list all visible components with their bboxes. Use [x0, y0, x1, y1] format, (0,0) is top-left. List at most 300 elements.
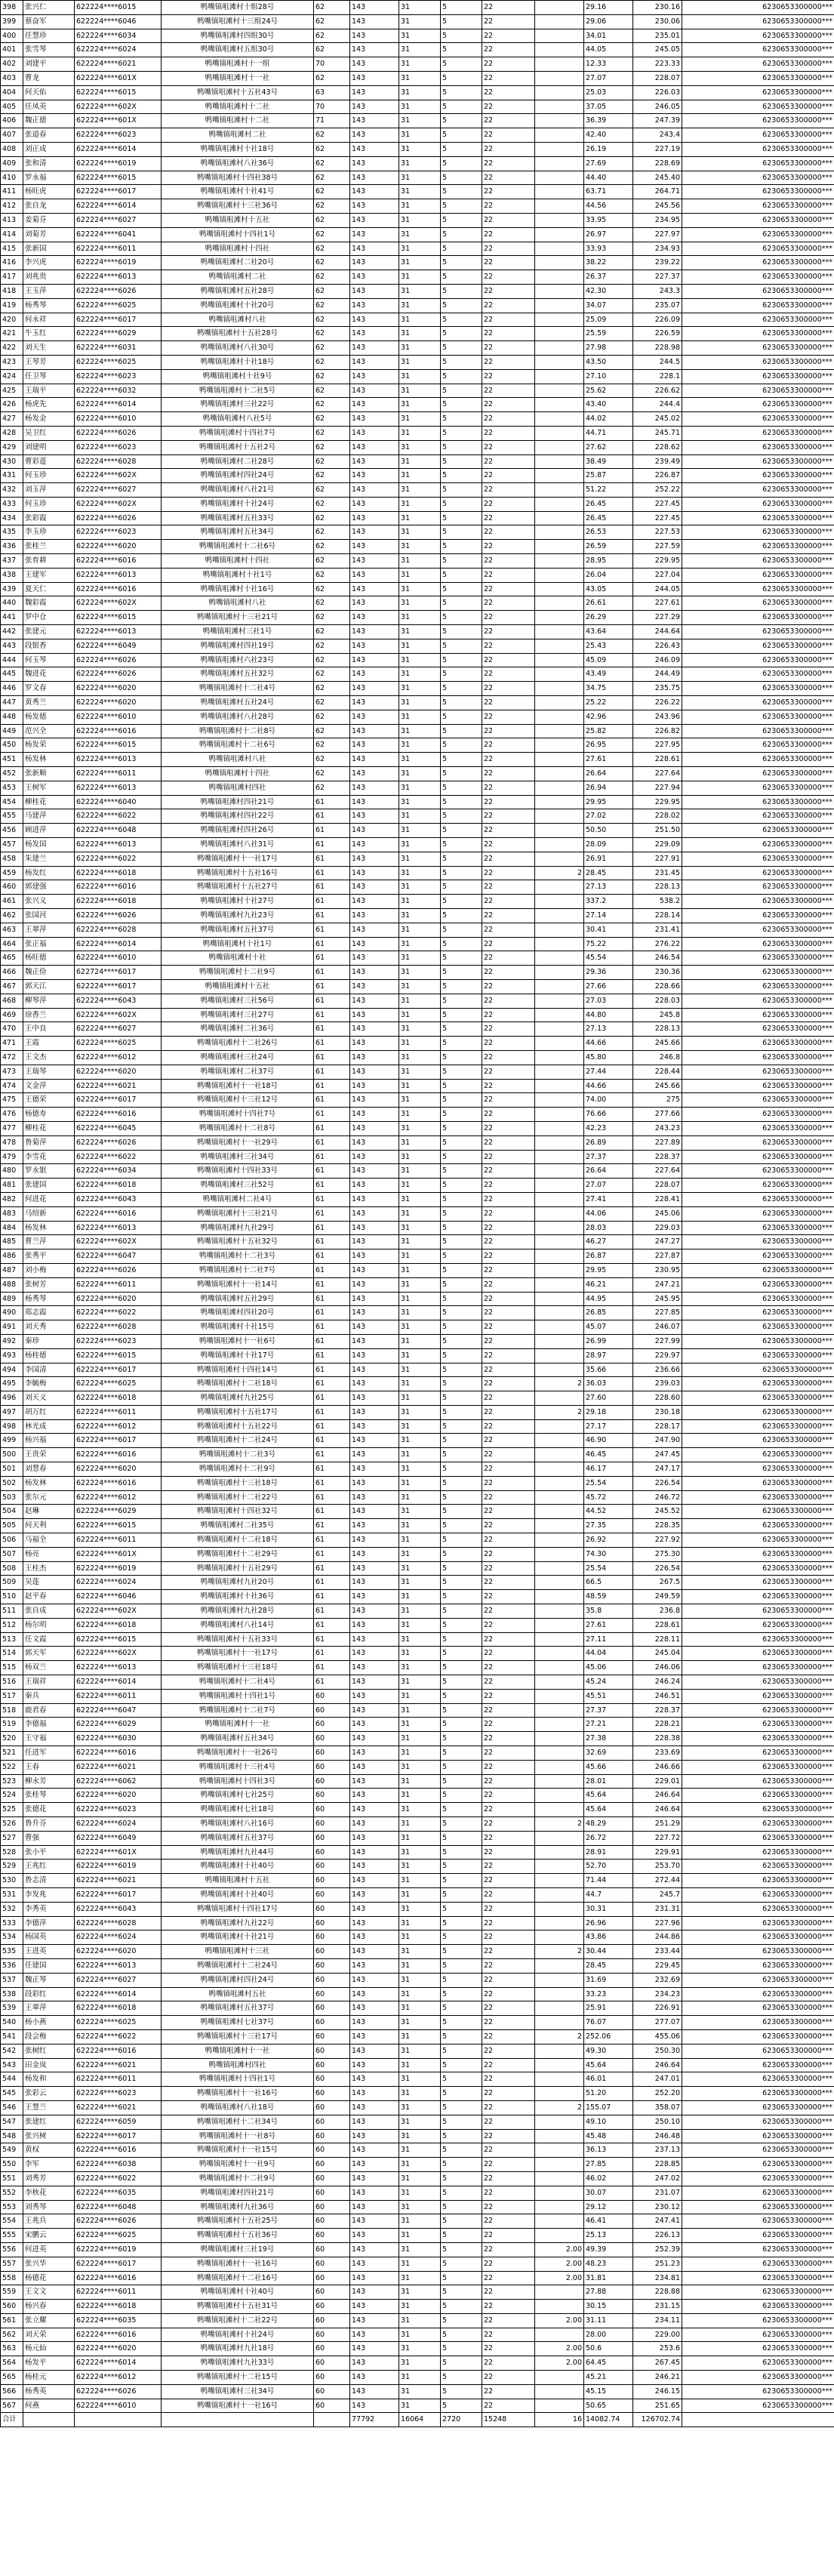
amount-a-cell: 143	[350, 1689, 399, 1703]
name-cell: 王中良	[23, 1022, 75, 1037]
table-row	[1, 1874, 834, 1888]
subsidy-cell: 45.15	[584, 2384, 633, 2399]
id-number-cell: 622224****6021	[75, 1874, 162, 1888]
subsidy-cell: 45.48	[584, 2129, 633, 2143]
total-amount-cell: 267.5	[633, 1576, 682, 1590]
id-number-cell: 622224****6018	[75, 1391, 162, 1406]
name-cell: 刘菊芳	[23, 227, 75, 242]
address-cell: 鸭嘴镇咀滩村五社37号	[162, 1831, 314, 1845]
name-cell: 鲁升芬	[23, 1817, 75, 1832]
age-cell: 60	[314, 2058, 350, 2072]
row-number-cell: 415	[1, 242, 23, 256]
account-number-cell: 6230653300000***	[682, 724, 834, 738]
amount-e-cell	[535, 142, 584, 156]
name-cell: 任卫琴	[23, 369, 75, 384]
age-cell: 60	[314, 2229, 350, 2243]
total-amount-cell: 230.18	[633, 1405, 682, 1419]
name-cell: 杨亮	[23, 1547, 75, 1561]
id-number-cell: 622224****6018	[75, 895, 162, 909]
amount-e-cell	[535, 1022, 584, 1037]
table-row	[1, 582, 834, 596]
row-number-cell: 519	[1, 1718, 23, 1732]
name-cell: 王瑞琴	[23, 1065, 75, 1079]
amount-b-cell: 31	[399, 667, 441, 682]
amount-b-cell: 31	[399, 753, 441, 767]
table-row	[1, 1803, 834, 1817]
subsidy-cell: 46.17	[584, 1462, 633, 1477]
name-cell: 李毓梅	[23, 1377, 75, 1391]
row-number-cell: 407	[1, 128, 23, 143]
total-amount-cell: 227.85	[633, 1306, 682, 1320]
amount-b-cell: 31	[399, 1490, 441, 1505]
age-cell: 61	[314, 1179, 350, 1193]
amount-e-cell	[535, 29, 584, 43]
name-cell: 吴卫红	[23, 426, 75, 440]
amount-b-cell: 31	[399, 795, 441, 809]
id-number-cell: 622224****6049	[75, 1831, 162, 1845]
address-cell: 鸭嘴镇咀滩村二社37号	[162, 1065, 314, 1079]
id-number-cell: 622224****6016	[75, 554, 162, 569]
account-number-cell: 6230653300000***	[682, 1632, 834, 1647]
amount-b-cell: 31	[399, 1448, 441, 1462]
total-amount-cell: 245.66	[633, 1079, 682, 1093]
table-row	[1, 554, 834, 569]
age-cell: 61	[314, 1079, 350, 1093]
total-amount-cell: 276.22	[633, 937, 682, 951]
table-row	[1, 2399, 834, 2413]
subsidy-cell: 44.02	[584, 412, 633, 427]
row-number-cell: 430	[1, 454, 23, 469]
address-cell: 鸭嘴镇咀滩村五社24号	[162, 696, 314, 710]
amount-e-cell: 16	[535, 2413, 584, 2427]
amount-c-cell: 5	[441, 2058, 482, 2072]
table-row	[1, 1860, 834, 1874]
amount-e-cell	[535, 1419, 584, 1434]
table-row	[1, 1419, 834, 1434]
id-number-cell: 622224****6019	[75, 1561, 162, 1576]
total-amount-cell: 231.07	[633, 2186, 682, 2200]
amount-a-cell: 143	[350, 242, 399, 256]
name-cell: 张彩云	[23, 2087, 75, 2101]
name-cell: 张树红	[23, 2044, 75, 2058]
table-row	[1, 781, 834, 795]
amount-a-cell: 143	[350, 1547, 399, 1561]
amount-d-cell: 22	[482, 1179, 535, 1193]
row-number-cell: 527	[1, 1831, 23, 1845]
amount-d-cell: 22	[482, 1774, 535, 1789]
amount-b-cell: 31	[399, 525, 441, 540]
total-amount-cell: 246.54	[633, 951, 682, 966]
table-row	[1, 454, 834, 469]
amount-b-cell: 31	[399, 1803, 441, 1817]
amount-c-cell: 5	[441, 1037, 482, 1051]
amount-a-cell: 143	[350, 2285, 399, 2300]
amount-d-cell: 22	[482, 1590, 535, 1604]
age-cell: 61	[314, 1675, 350, 1690]
amount-a-cell: 143	[350, 1746, 399, 1761]
amount-d-cell: 22	[482, 1689, 535, 1703]
amount-a-cell: 143	[350, 895, 399, 909]
id-number-cell: 622224****602X	[75, 1235, 162, 1249]
amount-d-cell: 22	[482, 1065, 535, 1079]
name-cell: 刘秀芳	[23, 2171, 75, 2186]
row-number-cell: 409	[1, 156, 23, 171]
row-number-cell: 545	[1, 2087, 23, 2101]
id-number-cell: 622224****6025	[75, 1037, 162, 1051]
amount-b-cell: 31	[399, 1462, 441, 1477]
amount-d-cell: 22	[482, 1377, 535, 1391]
amount-b-cell: 31	[399, 2129, 441, 2143]
amount-b-cell: 31	[399, 909, 441, 923]
id-number-cell: 622224****6010	[75, 951, 162, 966]
id-number-cell: 622224****6026	[75, 909, 162, 923]
amount-d-cell: 22	[482, 979, 535, 994]
total-amount-cell: 227.61	[633, 596, 682, 611]
amount-b-cell: 31	[399, 142, 441, 156]
row-number-cell: 469	[1, 1008, 23, 1022]
name-cell: 王树军	[23, 781, 75, 795]
amount-a-cell: 143	[350, 2399, 399, 2413]
table-row	[1, 2271, 834, 2285]
amount-e-cell	[535, 795, 584, 809]
amount-b-cell: 31	[399, 1405, 441, 1419]
amount-a-cell: 143	[350, 327, 399, 341]
age-cell: 60	[314, 1789, 350, 1803]
id-number-cell: 622224****602X	[75, 497, 162, 511]
address-cell: 鸭嘴镇咀滩村十二社8号	[162, 1121, 314, 1135]
id-number-cell: 622224****6015	[75, 611, 162, 625]
subsidy-cell: 38.22	[584, 256, 633, 270]
name-cell: 王玉萍	[23, 284, 75, 298]
name-cell: 王守福	[23, 1732, 75, 1746]
amount-a-cell: 143	[350, 1462, 399, 1477]
row-number-cell: 443	[1, 639, 23, 653]
age-cell	[314, 2413, 350, 2427]
row-number-cell: 499	[1, 1434, 23, 1448]
amount-b-cell: 31	[399, 1519, 441, 1533]
table-row	[1, 213, 834, 227]
row-number-cell: 439	[1, 582, 23, 596]
amount-b-cell: 31	[399, 1050, 441, 1065]
account-number-cell: 6230653300000***	[682, 1817, 834, 1832]
amount-d-cell: 22	[482, 1604, 535, 1619]
amount-e-cell	[535, 2328, 584, 2342]
amount-d-cell: 22	[482, 2044, 535, 2058]
subsidy-cell: 44.71	[584, 426, 633, 440]
age-cell: 60	[314, 2186, 350, 2200]
id-number-cell: 622224****6021	[75, 2058, 162, 2072]
total-amount-cell: 226.54	[633, 1476, 682, 1490]
address-cell: 鸭嘴镇咀滩村十二社24号	[162, 1958, 314, 1973]
id-number-cell: 622224****6013	[75, 1221, 162, 1235]
age-cell: 70	[314, 57, 350, 72]
subsidy-cell: 50.65	[584, 2399, 633, 2413]
address-cell: 鸭嘴镇咀滩村七社25号	[162, 1789, 314, 1803]
address-cell: 鸭嘴镇咀滩村四社	[162, 781, 314, 795]
name-cell: 罗中仓	[23, 611, 75, 625]
id-number-cell: 622224****6024	[75, 1817, 162, 1832]
amount-d-cell: 22	[482, 511, 535, 525]
amount-d-cell: 22	[482, 1, 535, 15]
amount-b-cell: 31	[399, 1150, 441, 1164]
table-row	[1, 2285, 834, 2300]
address-cell: 鸭嘴镇咀滩村八社	[162, 596, 314, 611]
address-cell: 鸭嘴镇咀滩村十二社24号	[162, 1434, 314, 1448]
name-cell: 张兴义	[23, 895, 75, 909]
account-number-cell: 6230653300000***	[682, 1618, 834, 1632]
age-cell: 62	[314, 43, 350, 57]
subsidy-cell: 252.06	[584, 2029, 633, 2044]
age-cell: 62	[314, 497, 350, 511]
subsidy-cell: 36.03	[584, 1377, 633, 1391]
amount-d-cell: 22	[482, 128, 535, 143]
age-cell: 61	[314, 951, 350, 966]
amount-c-cell: 5	[441, 384, 482, 398]
table-row	[1, 43, 834, 57]
amount-b-cell: 31	[399, 1037, 441, 1051]
row-number-cell: 413	[1, 213, 23, 227]
amount-e-cell	[535, 809, 584, 824]
amount-c-cell: 5	[441, 1348, 482, 1363]
total-amount-cell: 243.4	[633, 128, 682, 143]
subsidy-cell: 27.13	[584, 880, 633, 895]
subsidy-cell: 26.85	[584, 1306, 633, 1320]
name-cell: 杨德花	[23, 2271, 75, 2285]
total-amount-cell: 227.92	[633, 1533, 682, 1548]
amount-b-cell: 31	[399, 2171, 441, 2186]
amount-c-cell: 5	[441, 994, 482, 1008]
amount-e-cell	[535, 611, 584, 625]
id-number-cell: 622224****6016	[75, 880, 162, 895]
amount-a-cell: 143	[350, 29, 399, 43]
amount-c-cell: 5	[441, 866, 482, 880]
amount-d-cell: 15248	[482, 2413, 535, 2427]
name-cell: 张桂兰	[23, 540, 75, 554]
age-cell: 61	[314, 1647, 350, 1661]
amount-b-cell: 31	[399, 596, 441, 611]
table-row	[1, 426, 834, 440]
amount-c-cell: 5	[441, 100, 482, 114]
amount-c-cell: 5	[441, 1874, 482, 1888]
age-cell: 62	[314, 525, 350, 540]
amount-e-cell	[535, 1277, 584, 1292]
amount-e-cell	[535, 1703, 584, 1718]
total-amount-cell: 245.05	[633, 43, 682, 57]
amount-d-cell: 22	[482, 29, 535, 43]
amount-c-cell: 5	[441, 298, 482, 313]
id-number-cell: 622224****6011	[75, 1405, 162, 1419]
address-cell: 鸭嘴镇咀滩村十一社15号	[162, 2143, 314, 2158]
amount-a-cell: 143	[350, 185, 399, 199]
total-amount-cell: 246.24	[633, 1675, 682, 1690]
row-number-cell: 465	[1, 951, 23, 966]
age-cell: 62	[314, 511, 350, 525]
total-amount-cell: 227.87	[633, 1249, 682, 1264]
amount-a-cell: 143	[350, 1860, 399, 1874]
amount-d-cell: 22	[482, 923, 535, 937]
row-number-cell: 461	[1, 895, 23, 909]
subsidy-cell: 76.66	[584, 1108, 633, 1122]
amount-b-cell: 31	[399, 1065, 441, 1079]
age-cell: 60	[314, 1746, 350, 1761]
table-row	[1, 1618, 834, 1632]
amount-b-cell: 31	[399, 1206, 441, 1221]
id-number-cell: 622224****6023	[75, 369, 162, 384]
amount-b-cell: 31	[399, 1292, 441, 1306]
amount-d-cell: 22	[482, 1192, 535, 1206]
row-number-cell: 502	[1, 1476, 23, 1490]
amount-b-cell: 31	[399, 1093, 441, 1108]
row-number-cell: 426	[1, 398, 23, 412]
id-number-cell: 622224****6022	[75, 809, 162, 824]
id-number-cell: 622224****6022	[75, 2171, 162, 2186]
age-cell: 60	[314, 2242, 350, 2257]
amount-a-cell: 143	[350, 710, 399, 724]
subsidy-cell: 337.2	[584, 895, 633, 909]
name-cell: 李玉珍	[23, 525, 75, 540]
amount-e-cell	[535, 242, 584, 256]
subsidy-cell: 28.45	[584, 1958, 633, 1973]
amount-a-cell: 143	[350, 2044, 399, 2058]
age-cell: 62	[314, 1, 350, 15]
id-number-cell: 622224****6048	[75, 824, 162, 838]
id-number-cell: 622224****6020	[75, 1065, 162, 1079]
amount-a-cell: 143	[350, 1576, 399, 1590]
amount-d-cell: 22	[482, 596, 535, 611]
account-number-cell: 6230653300000***	[682, 1292, 834, 1306]
row-number-cell: 517	[1, 1689, 23, 1703]
subsidy-cell: 27.07	[584, 1179, 633, 1193]
subsidy-cell: 34.01	[584, 29, 633, 43]
table-row	[1, 284, 834, 298]
address-cell: 鸭嘴镇咀滩村五组30号	[162, 43, 314, 57]
row-number-cell: 431	[1, 469, 23, 483]
row-number-cell: 470	[1, 1022, 23, 1037]
amount-d-cell: 22	[482, 1576, 535, 1590]
amount-e-cell	[535, 256, 584, 270]
amount-e-cell	[535, 1108, 584, 1122]
name-cell: 魏彩霞	[23, 596, 75, 611]
table-row	[1, 1547, 834, 1561]
amount-e-cell	[535, 696, 584, 710]
row-number-cell: 442	[1, 625, 23, 639]
amount-e-cell	[535, 895, 584, 909]
row-number-cell: 471	[1, 1037, 23, 1051]
age-cell: 60	[314, 1930, 350, 1945]
account-number-cell: 6230653300000***	[682, 142, 834, 156]
address-cell: 鸭嘴镇咀滩村二社	[162, 270, 314, 285]
age-cell: 61	[314, 824, 350, 838]
id-number-cell: 622224****6016	[75, 2328, 162, 2342]
amount-d-cell: 22	[482, 2356, 535, 2371]
amount-e-cell	[535, 1958, 584, 1973]
id-number-cell: 622224****6018	[75, 1618, 162, 1632]
id-number-cell: 622224****6029	[75, 327, 162, 341]
id-number-cell: 622224****602X	[75, 1604, 162, 1619]
subsidy-cell: 42.23	[584, 1121, 633, 1135]
amount-c-cell: 5	[441, 2200, 482, 2214]
account-number-cell: 6230653300000***	[682, 1405, 834, 1419]
amount-b-cell: 31	[399, 1930, 441, 1945]
name-cell: 马绍新	[23, 1206, 75, 1221]
amount-c-cell: 5	[441, 114, 482, 128]
amount-a-cell: 143	[350, 1774, 399, 1789]
amount-b-cell: 31	[399, 2200, 441, 2214]
amount-d-cell: 22	[482, 2143, 535, 2158]
table-row	[1, 2158, 834, 2172]
amount-a-cell: 143	[350, 2016, 399, 2030]
age-cell: 61	[314, 1618, 350, 1632]
total-amount-cell: 228.13	[633, 880, 682, 895]
amount-c-cell: 5	[441, 327, 482, 341]
amount-b-cell: 31	[399, 2186, 441, 2200]
table-row	[1, 951, 834, 966]
name-cell: 王贵荣	[23, 1448, 75, 1462]
total-amount-cell: 244.05	[633, 582, 682, 596]
amount-d-cell: 22	[482, 653, 535, 667]
amount-d-cell: 22	[482, 1292, 535, 1306]
name-cell: 张德花	[23, 1803, 75, 1817]
account-number-cell	[682, 2413, 834, 2427]
amount-b-cell: 31	[399, 1958, 441, 1973]
account-number-cell: 6230653300000***	[682, 1164, 834, 1179]
id-number-cell: 622224****6020	[75, 1945, 162, 1959]
amount-c-cell: 5	[441, 256, 482, 270]
address-cell: 鸭嘴镇咀滩村十一社29号	[162, 1135, 314, 1150]
amount-a-cell: 143	[350, 2143, 399, 2158]
age-cell: 60	[314, 1973, 350, 1987]
subsidy-cell: 27.69	[584, 156, 633, 171]
total-amount-cell: 251.23	[633, 2257, 682, 2271]
amount-d-cell: 22	[482, 185, 535, 199]
name-cell: 刘正成	[23, 142, 75, 156]
total-amount-cell: 230.12	[633, 2200, 682, 2214]
amount-e-cell	[535, 1902, 584, 1916]
table-row	[1, 14, 834, 29]
id-number-cell: 622224****6034	[75, 29, 162, 43]
table-row	[1, 1945, 834, 1959]
amount-e-cell: 2.00	[535, 2242, 584, 2257]
amount-c-cell: 5	[441, 1462, 482, 1477]
account-number-cell: 6230653300000***	[682, 298, 834, 313]
name-cell: 杨桂德	[23, 1348, 75, 1363]
id-number-cell: 622224****6014	[75, 398, 162, 412]
table-row	[1, 1817, 834, 1832]
total-amount-cell: 244.86	[633, 1930, 682, 1945]
amount-e-cell	[535, 909, 584, 923]
amount-e-cell	[535, 2399, 584, 2413]
age-cell: 60	[314, 1774, 350, 1789]
account-number-cell: 6230653300000***	[682, 1008, 834, 1022]
account-number-cell: 6230653300000***	[682, 1065, 834, 1079]
id-number-cell: 622224****6016	[75, 2044, 162, 2058]
amount-e-cell	[535, 710, 584, 724]
amount-c-cell: 5	[441, 1108, 482, 1122]
total-amount-cell: 247.41	[633, 2214, 682, 2229]
account-number-cell: 6230653300000***	[682, 2058, 834, 2072]
subsidy-cell: 25.03	[584, 85, 633, 100]
name-cell: 王建军	[23, 568, 75, 582]
amount-c-cell: 5	[441, 1277, 482, 1292]
row-number-cell: 449	[1, 724, 23, 738]
name-cell: 范兴全	[23, 724, 75, 738]
amount-a-cell: 143	[350, 639, 399, 653]
address-cell: 鸭嘴镇咀滩村五社37号	[162, 2001, 314, 2016]
amount-e-cell	[535, 966, 584, 980]
id-number-cell: 622224****6014	[75, 937, 162, 951]
amount-a-cell: 143	[350, 1263, 399, 1277]
table-row	[1, 2029, 834, 2044]
